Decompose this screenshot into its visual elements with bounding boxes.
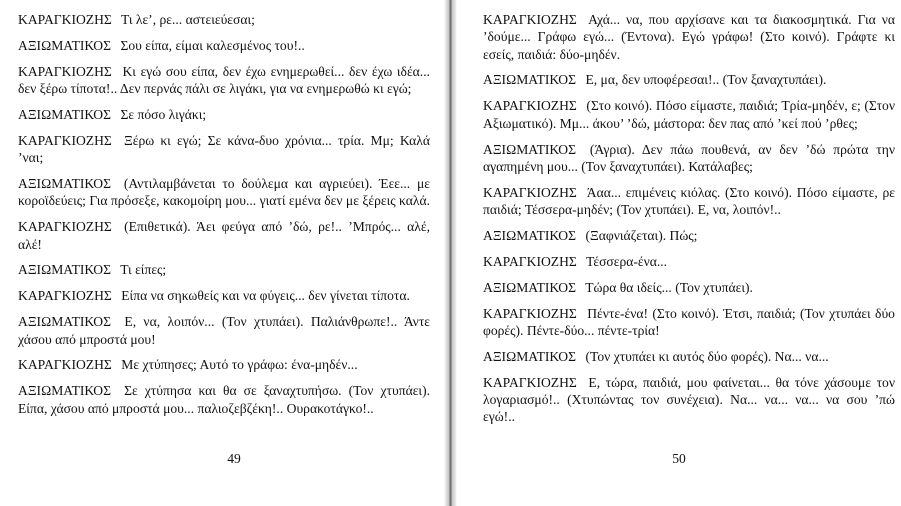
dialogue-paragraph bbox=[18, 132, 430, 167]
dialogue-paragraph bbox=[18, 313, 430, 348]
speaker-name: ΑΞΙΩΜΑΤΙΚΟΣ bbox=[18, 314, 112, 330]
dialogue-text: Κι εγώ σου είπα, δεν έχω ενημερωθεί... δεν έχω ιδέα... δεν ξέρω τίποτα!.. Δεν περνάς πάλι σε λιγάκι, για να ενημερωθώ κι εγώ; bbox=[18, 63, 430, 97]
dialogue-paragraph bbox=[483, 348, 895, 365]
dialogue-text: Σε χτύπησα και θα σε ξαναχτυπήσω. (Τον χτυπάει). Είπα, χάσου από μπροστά μου... παλιοζεβζέκη!.. Ουρακοτάγκο!.. bbox=[18, 383, 430, 416]
dialogue-text: Αχά... να, που αρχίσανε και τα διακοσμητικά. Για να ’δούμε... Γράφω εγώ... (Έντονα). Εγώ γράφω! (Στο κοινό). Γράφτε κι εσείς, παιδιά: δύο-μηδέν. bbox=[483, 12, 895, 62]
page-number: 49 bbox=[227, 451, 241, 466]
speaker-name: ΚΑΡΑΓΚΙΟΖΗΣ bbox=[18, 219, 112, 235]
dialogue-paragraph bbox=[18, 261, 430, 278]
speaker-name: ΚΑΡΑΓΚΙΟΖΗΣ bbox=[483, 184, 577, 200]
dialogue-paragraph bbox=[483, 184, 895, 219]
dialogue-text: Ε, μα, δεν υποφέρεσαι!.. (Τον ξαναχτυπάει). bbox=[585, 72, 827, 88]
dialogue-text: Τώρα θα ιδείς... (Τον χτυπάει). bbox=[585, 279, 753, 295]
speaker-name: ΚΑΡΑΓΚΙΟΖΗΣ bbox=[18, 288, 112, 304]
speaker-name: ΑΞΙΩΜΑΤΙΚΟΣ bbox=[18, 176, 112, 192]
speaker-name: ΚΑΡΑΓΚΙΟΖΗΣ bbox=[18, 63, 112, 79]
speaker-name: ΚΑΡΑΓΚΙΟΖΗΣ bbox=[483, 305, 577, 321]
dialogue-paragraph bbox=[18, 287, 430, 304]
dialogue-text: Ε, τώρα, παιδιά, μου φαίνεται... θα τόνε χάσουμε τον λογαριασμό!.. (Χτυπώντας τον συνέχεια). Να... να... να... να σου ’πώ εγώ!.. bbox=[483, 374, 895, 425]
speaker-name: ΑΞΙΩΜΑΤΙΚΟΣ bbox=[18, 383, 112, 399]
dialogue-text: (Επιθετικά). Άει φεύγα από ’δώ, ρε!.. ’Μπρός... αλέ, αλέ! bbox=[18, 219, 430, 252]
speaker-name: ΑΞΙΩΜΑΤΙΚΟΣ bbox=[483, 72, 577, 88]
dialogue-paragraph bbox=[483, 227, 895, 244]
dialogue-paragraph bbox=[483, 71, 895, 88]
speaker-name: ΚΑΡΑΓΚΙΟΖΗΣ bbox=[483, 98, 577, 114]
speaker-name: ΑΞΙΩΜΑΤΙΚΟΣ bbox=[483, 141, 577, 157]
dialogue-paragraph bbox=[18, 382, 430, 417]
left-page bbox=[0, 0, 444, 506]
page-text bbox=[18, 11, 430, 425]
dialogue-paragraph bbox=[18, 106, 430, 123]
speaker-name: ΑΞΙΩΜΑΤΙΚΟΣ bbox=[18, 37, 112, 53]
speaker-name: ΚΑΡΑΓΚΙΟΖΗΣ bbox=[18, 12, 112, 27]
dialogue-text: Άαα... επιμένεις κιόλας. (Στο κοινό). Πόσο είμαστε, ρε παιδιά; Τέσσερα-μηδέν; (Τον χτυπάει). Ε, να, λοιπόν!.. bbox=[483, 184, 895, 218]
dialogue-paragraph bbox=[483, 279, 895, 296]
dialogue-text: Σε πόσο λιγάκι; bbox=[120, 106, 207, 122]
speaker-name: ΚΑΡΑΓΚΙΟΖΗΣ bbox=[483, 12, 577, 27]
dialogue-paragraph bbox=[18, 63, 430, 98]
dialogue-text: Είπα να σηκωθείς και να φύγεις... δεν γίνεται τίποτα. bbox=[121, 288, 410, 304]
dialogue-text: Τέσσερα-ένα... bbox=[586, 253, 668, 269]
speaker-name: ΚΑΡΑΓΚΙΟΖΗΣ bbox=[18, 132, 112, 148]
dialogue-paragraph bbox=[483, 141, 895, 176]
right-page bbox=[457, 0, 901, 506]
dialogue-paragraph bbox=[483, 305, 895, 340]
dialogue-text: Με χτύπησες; Αυτό το γράφω: ένα-μηδέν... bbox=[121, 357, 358, 373]
dialogue-paragraph bbox=[483, 374, 895, 426]
dialogue-paragraph bbox=[483, 97, 895, 132]
dialogue-text: Σου είπα, είμαι καλεσμένος του!.. bbox=[120, 37, 305, 53]
book-gutter bbox=[444, 0, 457, 506]
speaker-name: ΑΞΙΩΜΑΤΙΚΟΣ bbox=[483, 279, 577, 295]
dialogue-text: (Άγρια). Δεν πάω πουθενά, αν δεν ’δώ πρώτα την αγαπημένη μου... (Τον ξαναχτυπάει). Κατάλαβες; bbox=[483, 141, 895, 174]
dialogue-paragraph bbox=[18, 11, 430, 28]
dialogue-text: Πέντε-ένα! (Στο κοινό). Έτσι, παιδιά; (Τον χτυπάει δύο φορές). Πέντε-δύο... πέντε-τρία! bbox=[483, 305, 895, 338]
dialogue-paragraph bbox=[18, 356, 430, 373]
speaker-name: ΑΞΙΩΜΑΤΙΚΟΣ bbox=[18, 262, 112, 278]
dialogue-text: (Ξαφνιάζεται). Πώς; bbox=[585, 227, 698, 243]
dialogue-paragraph bbox=[18, 218, 430, 253]
speaker-name: ΚΑΡΑΓΚΙΟΖΗΣ bbox=[483, 253, 577, 269]
dialogue-paragraph bbox=[18, 37, 430, 54]
speaker-name: ΚΑΡΑΓΚΙΟΖΗΣ bbox=[18, 357, 112, 373]
dialogue-paragraph bbox=[483, 11, 895, 63]
speaker-name: ΑΞΙΩΜΑΤΙΚΟΣ bbox=[483, 348, 577, 364]
dialogue-paragraph bbox=[18, 175, 430, 210]
dialogue-text: Τι είπες; bbox=[120, 262, 167, 278]
dialogue-text: (Αντιλαμβάνεται το δούλεμα και αγριεύει). Έεε... με κοροϊδεύεις; Για πρόσεξε, κακομοίρη μου... γιατί εμένα δεν με ξέρεις καλά. bbox=[18, 176, 430, 209]
speaker-name: ΑΞΙΩΜΑΤΙΚΟΣ bbox=[483, 227, 577, 243]
dialogue-text: (Στο κοινό). Πόσο είμαστε, παιδιά; Τρία-μηδέν, ε; (Στον Αξιωματικό). Μμ... άκου’ ’δώ, μάστορα: δεν πας από ’κεί πού ’ρθες; bbox=[483, 98, 896, 131]
dialogue-text: Ξέρω κι εγώ; Σε κάνα-δυο χρόνια... τρία. Μμ; Καλά ’ναι; bbox=[18, 132, 430, 166]
dialogue-paragraph bbox=[483, 253, 895, 270]
dialogue-text: Ε, να, λοιπόν... (Τον χτυπάει). Παλιάνθρωπε!.. Άντε χάσου από μπροστά μου! bbox=[18, 314, 430, 347]
dialogue-text: Τι λε’, ρε... αστειεύεσαι; bbox=[121, 12, 255, 27]
page-text bbox=[483, 11, 895, 434]
dialogue-text: (Τον χτυπάει κι αυτός δύο φορές). Να... να... bbox=[585, 348, 829, 364]
speaker-name: ΚΑΡΑΓΚΙΟΖΗΣ bbox=[483, 374, 577, 390]
speaker-name: ΑΞΙΩΜΑΤΙΚΟΣ bbox=[18, 106, 112, 122]
page-number: 50 bbox=[672, 451, 686, 466]
